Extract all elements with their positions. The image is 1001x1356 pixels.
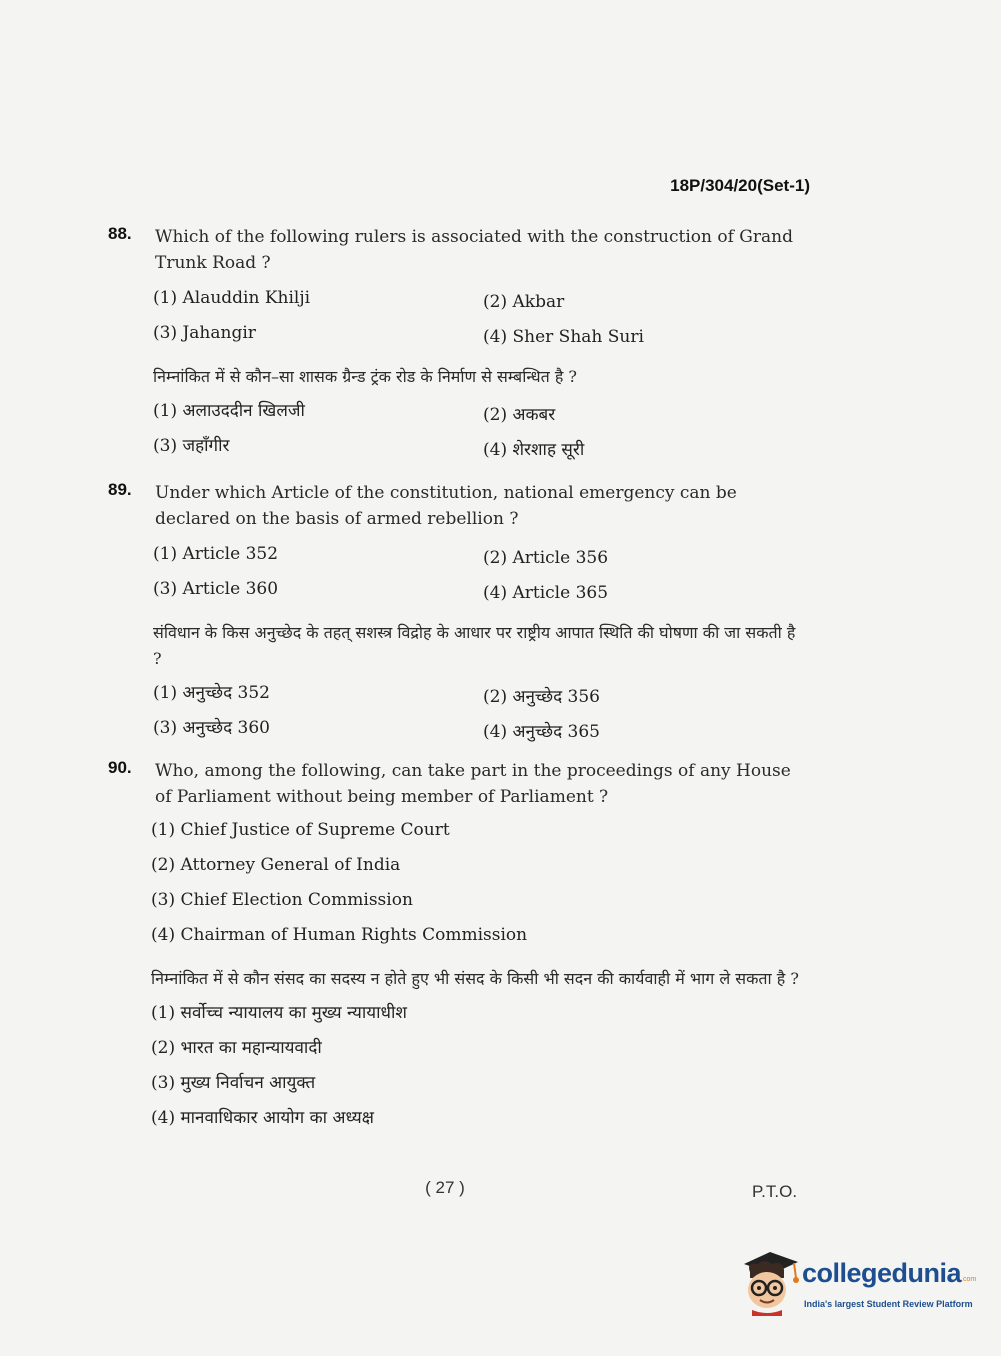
- option-4: (4) Article 365: [483, 583, 609, 603]
- options-grid: [153, 288, 808, 358]
- question-90: [108, 758, 808, 1140]
- question-text-hindi: निम्नांकित में से कौन–सा शासक ग्रैन्ड ट्रंक रोड के निर्माण से सम्बन्धित है ?: [153, 367, 577, 386]
- option-3-hindi: (3) अनुच्छेद 360: [153, 718, 270, 738]
- question-88: [108, 224, 808, 468]
- question-text: Under which Article of the constitution, national emergency can be declared on the basis of armed rebellion ?: [155, 483, 737, 529]
- option-4-hindi: (4) अनुच्छेद 365: [483, 722, 600, 742]
- option-1: (1) Alauddin Khilji: [153, 288, 311, 308]
- options-grid-hindi: [153, 398, 808, 468]
- option-2: (2) Akbar: [483, 292, 565, 312]
- question-text-hindi: निम्नांकित में से कौन संसद का सदस्य न होते हुए भी संसद के किसी भी सदन की कार्यवाही में भाग ले सकता है ?: [151, 969, 799, 988]
- mascot-icon: [740, 1244, 804, 1316]
- collegedunia-logo: [740, 1244, 980, 1324]
- option-2-hindi: (2) अकबर: [483, 405, 556, 425]
- question-number: 90.: [108, 758, 132, 777]
- option-4-hindi: (4) शेरशाह सूरी: [483, 440, 585, 460]
- option-3: (3) Article 360: [153, 579, 279, 599]
- question-text-hindi: संविधान के किस अनुच्छेद के तहत् सशस्त्र विद्रोह के आधार पर राष्ट्रीय आपात स्थिति की घोषणा की जा सकती है ?: [153, 623, 796, 668]
- question-89: [108, 480, 808, 750]
- question-number: 88.: [108, 224, 132, 243]
- option-1-hindi: (1) अलाउददीन खिलजी: [153, 401, 305, 421]
- option-1: (1) Article 352: [153, 544, 279, 564]
- question-text: Who, among the following, can take part in the proceedings of any House of Parliament without being member of Parliament ?: [155, 761, 791, 807]
- option-2-hindi: (2) भारत का महान्यायवादी: [151, 1038, 322, 1058]
- options-list: [151, 820, 808, 960]
- brand-name: collegedunia: [802, 1258, 962, 1288]
- option-1: (1) Chief Justice of Supreme Court: [151, 820, 450, 840]
- pto-label: P.T.O.: [752, 1182, 798, 1201]
- question-text: Which of the following rulers is associated with the construction of Grand Trunk Road ?: [155, 227, 793, 273]
- options-list-hindi: [151, 1000, 808, 1140]
- option-3-hindi: (3) जहाँगीर: [153, 436, 230, 456]
- option-2: (2) Article 356: [483, 548, 609, 568]
- option-4-hindi: (4) मानवाधिकार आयोग का अध्यक्ष: [151, 1108, 374, 1128]
- option-2-hindi: (2) अनुच्छेद 356: [483, 687, 600, 707]
- page-number: ( 27 ): [425, 1178, 465, 1197]
- brand-tagline: India's largest Student Review Platform: [804, 1299, 973, 1309]
- options-grid-hindi: [153, 680, 808, 750]
- option-3: (3) Jahangir: [153, 323, 256, 343]
- option-1-hindi: (1) अनुच्छेद 352: [153, 683, 270, 703]
- set-code: 18P/304/20(Set-1): [670, 176, 810, 195]
- brand-domain-suffix: .com: [961, 1276, 977, 1283]
- option-3: (3) Chief Election Commission: [151, 890, 413, 910]
- option-3-hindi: (3) मुख्य निर्वाचन आयुक्त: [151, 1073, 316, 1093]
- question-number: 89.: [108, 480, 132, 499]
- option-4: (4) Sher Shah Suri: [483, 327, 644, 347]
- option-2: (2) Attorney General of India: [151, 855, 401, 875]
- options-grid: [153, 544, 808, 614]
- option-4: (4) Chairman of Human Rights Commission: [151, 925, 528, 945]
- option-1-hindi: (1) सर्वोच्च न्यायालय का मुख्य न्यायाधीश: [151, 1003, 407, 1023]
